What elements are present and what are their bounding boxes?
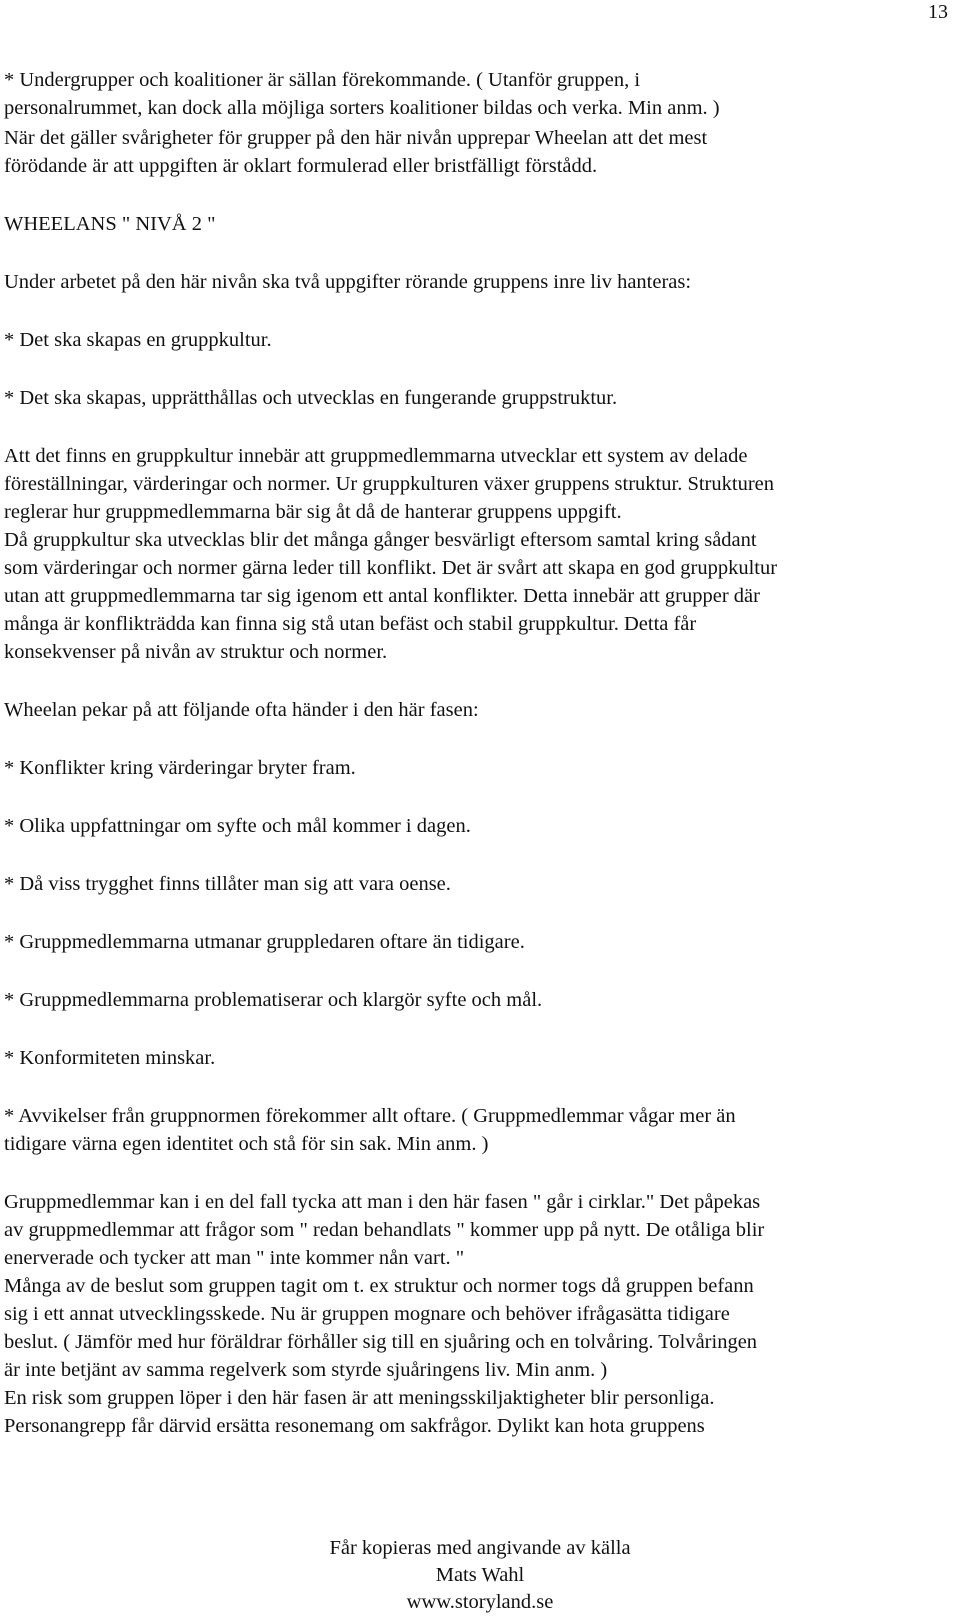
footer-website: www.storyland.se [406, 1591, 554, 1613]
page-footer [0, 1535, 960, 1616]
footer-copyright-line: Får kopieras med angivande av källa [329, 1537, 631, 1559]
document-body [4, 66, 940, 1440]
bullet-item: * Då viss trygghet finns tillåter man sig att vara oense. [4, 873, 451, 895]
body-paragraph: Att det finns en gruppkultur innebär att gruppmedlemmarna utvecklar ett system av delade föreställningar, värderingar och normer. Ur gruppkulturen växer gruppens struktur. Strukturen reglerar hur gruppmedlemmarna bär sig åt då de hanterar gruppens uppgift. Då gruppkultur ska utvecklas blir det många gånger besvärligt eftersom samtal kring sådant som värderingar och normer gärna leder till konflikt. Det är svårt att skapa en god gruppkultur utan att gruppmedlemmarna tar sig igenom ett antal konflikter. Detta innebär att grupper där många är konflikträdda kan finna sig stå utan befäst och stabil gruppkultur. Detta får konsekvenser på nivån av struktur och normer. [4, 445, 778, 663]
bullet-item: * Konflikter kring värderingar bryter fram. [4, 757, 356, 779]
bullet-item: * Det ska skapas, upprätthållas och utvecklas en fungerande gruppstruktur. [4, 387, 618, 409]
bullet-paragraph: * Avvikelser från gruppnormen förekommer allt oftare. ( Gruppmedlemmar vågar mer än tidigare värna egen identitet och stå för sin sak. Min anm. ) [4, 1105, 736, 1155]
bullet-paragraph: * Undergrupper och koalitioner är sällan förekommande. ( Utanför gruppen, i personalrummet, kan dock alla möjliga sorters koalitioner bildas och verka. Min anm. ) [4, 69, 720, 119]
footer-author: Mats Wahl [435, 1564, 525, 1586]
page-number: 13 [928, 1, 948, 23]
bullet-item: * Det ska skapas en gruppkultur. [4, 329, 272, 351]
bullet-item: * Olika uppfattningar om syfte och mål kommer i dagen. [4, 815, 471, 837]
bullet-item: * Konformiteten minskar. [4, 1047, 216, 1069]
bullet-item: * Gruppmedlemmarna problematiserar och klargör syfte och mål. [4, 989, 543, 1011]
body-paragraph: Wheelan pekar på att följande ofta händer i den här fasen: [4, 699, 479, 721]
body-paragraph: Gruppmedlemmar kan i en del fall tycka att man i den här fasen " går i cirklar." Det påpekas av gruppmedlemmar att frågor som " redan behandlats " kommer upp på nytt. De otåliga blir enerverade och tycker att man " inte kommer nån vart. " Många av de beslut som gruppen tagit om t. ex struktur och normer togs då gruppen befann sig i ett annat utvecklingsskede. Nu är gruppen mognare och behöver ifrågasätta tidigare beslut. ( Jämför med hur föräldrar förhåller sig till en sjuåring och en tolvåring. Tolvåringen är inte betjänt av samma regelverk som styrde sjuåringens liv. Min anm. ) En risk som gruppen löper i den här fasen är att meningsskiljaktigheter blir personliga. Personangrepp får därvid ersätta resonemang om sakfrågor. Dylikt kan hota gruppens [4, 1191, 765, 1437]
bullet-item: * Gruppmedlemmarna utmanar gruppledaren oftare än tidigare. [4, 931, 525, 953]
body-paragraph: Under arbetet på den här nivån ska två uppgifter rörande gruppens inre liv hanteras: [4, 271, 692, 293]
section-heading: WHEELANS " NIVÅ 2 " [4, 213, 216, 235]
body-paragraph: När det gäller svårigheter för grupper på den här nivån upprepar Wheelan att det mest förödande är att uppgiften är oklart formulerad eller bristfälligt förstådd. [4, 127, 708, 177]
